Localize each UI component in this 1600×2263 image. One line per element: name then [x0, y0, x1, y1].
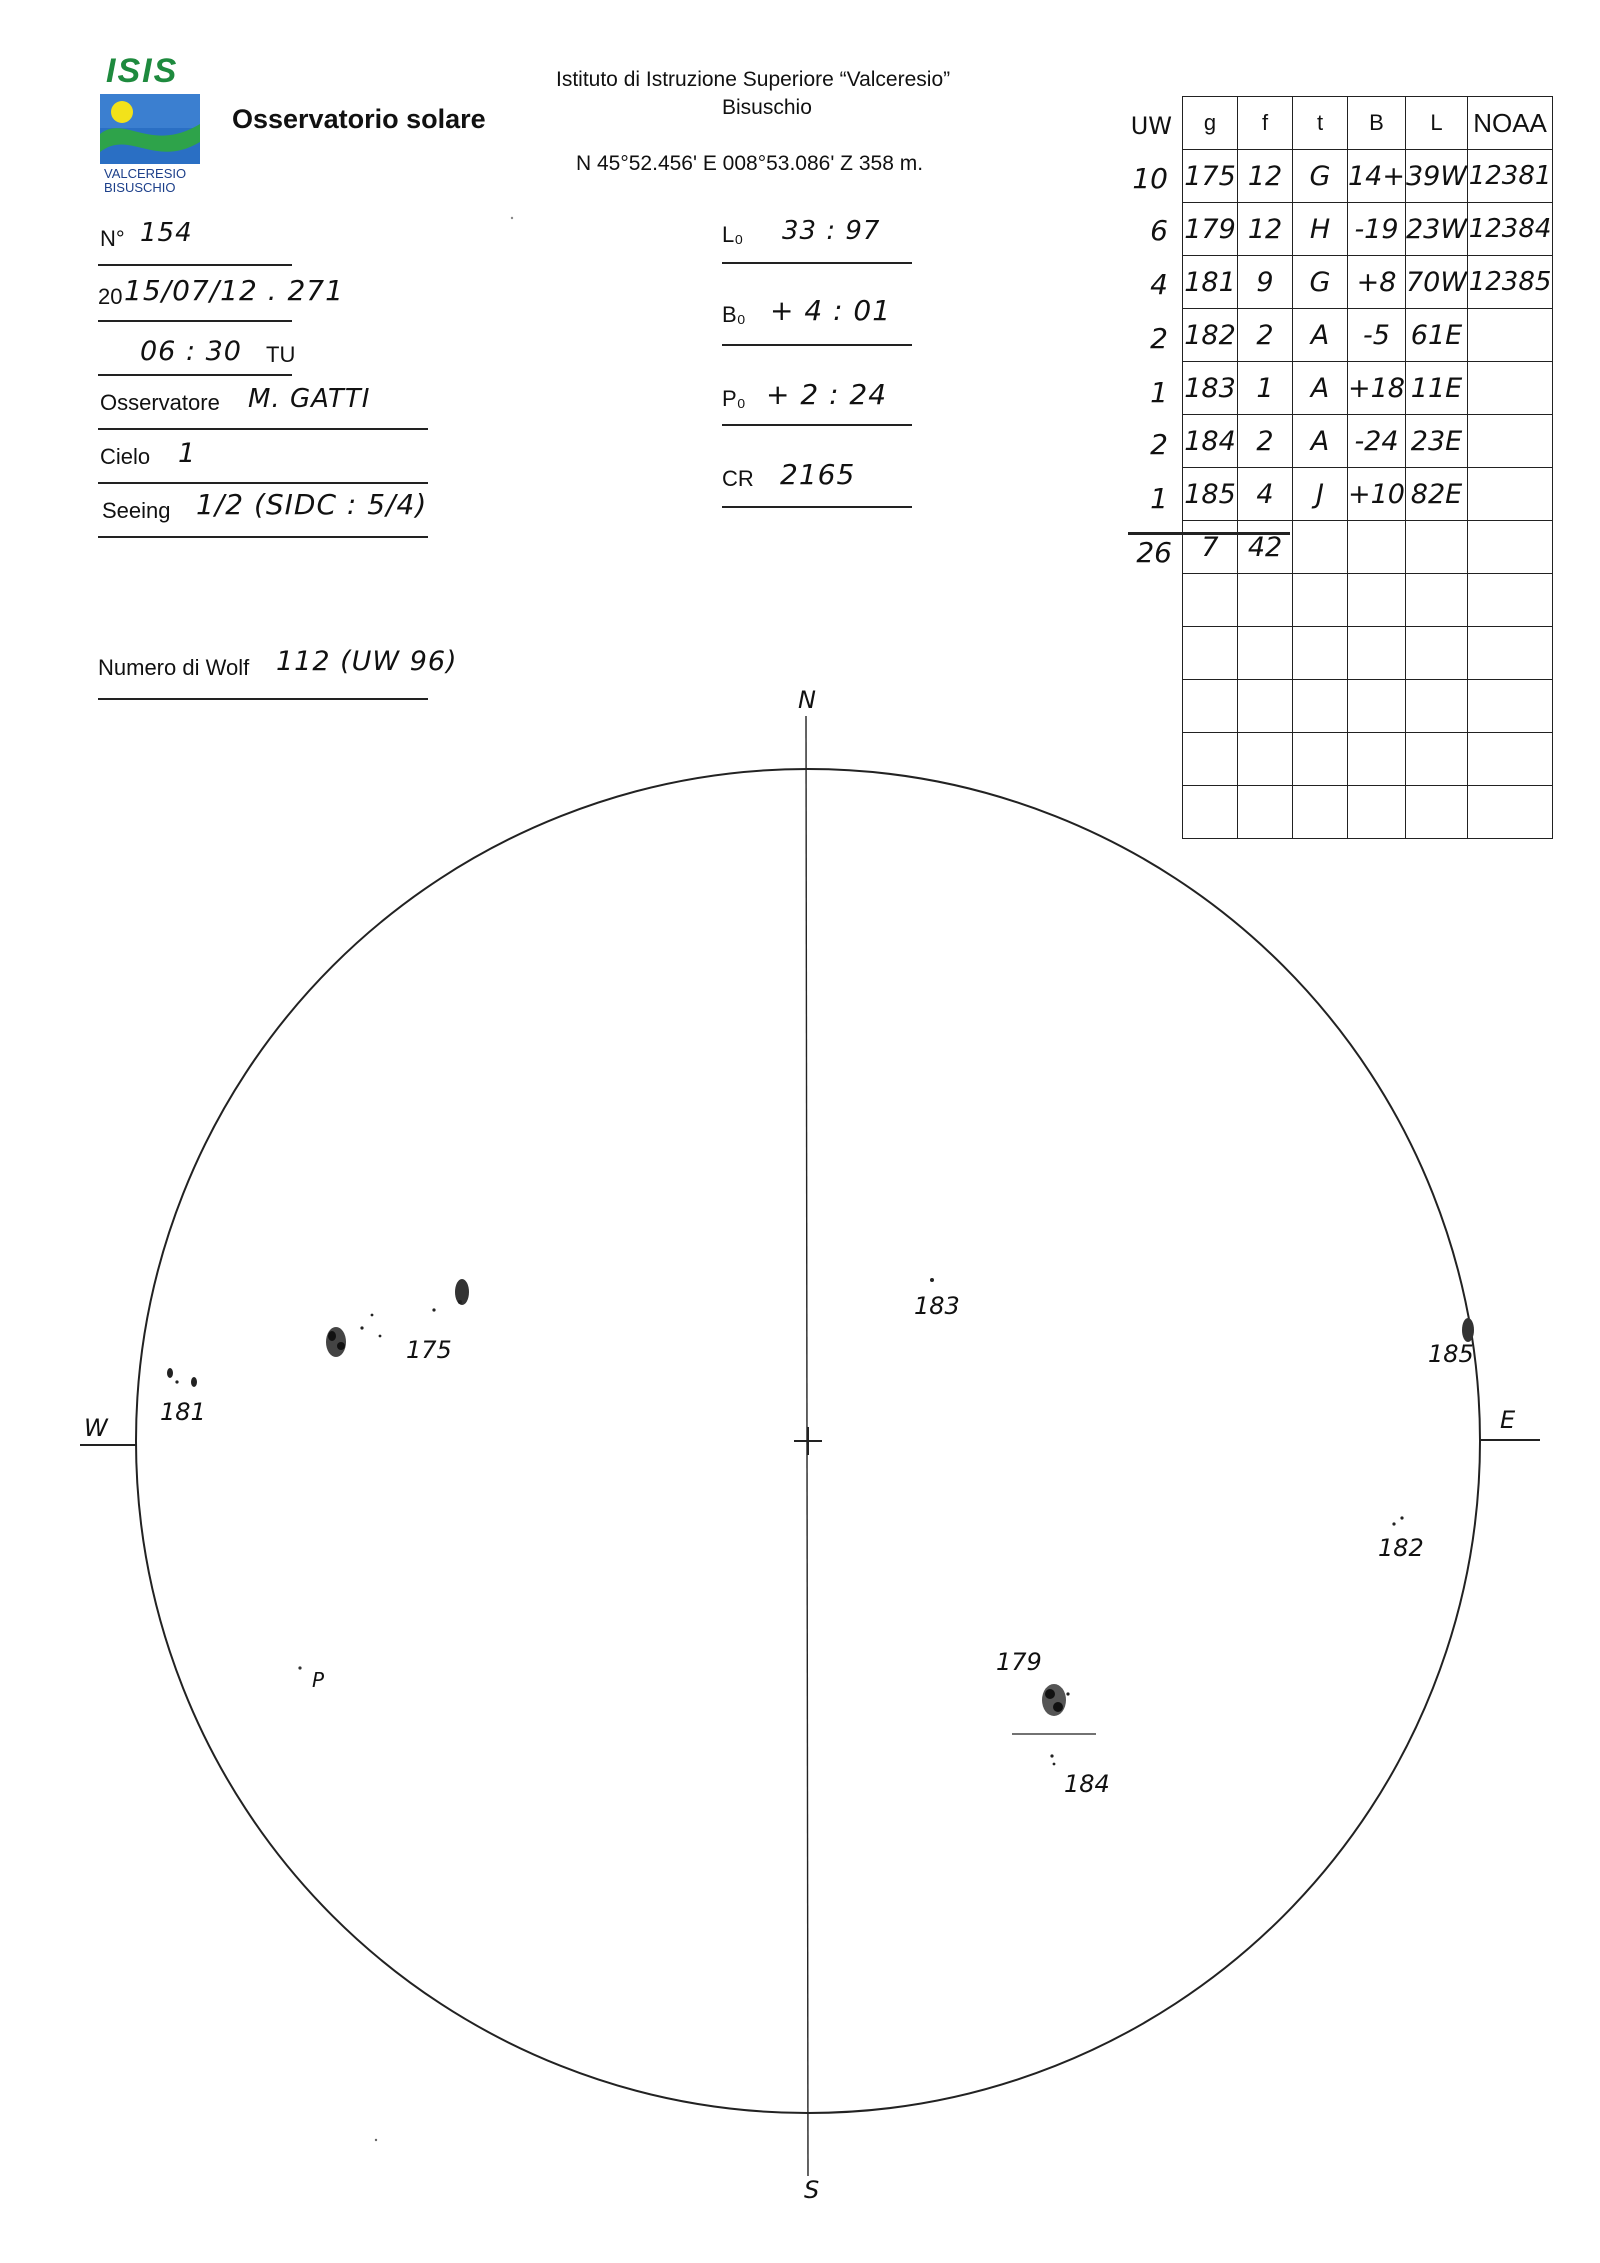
total-g: 7: [1183, 521, 1238, 574]
group-label-185: 185: [1428, 1340, 1474, 1368]
l0-label: L₀: [722, 222, 744, 247]
cell-b: -5: [1348, 309, 1406, 362]
cell-g: 179: [1183, 203, 1238, 256]
observatory-coordinates: N 45°52.456' E 008°53.086' Z 358 m.: [576, 152, 924, 175]
time-value: 06 : 30: [140, 336, 242, 367]
cell-b: -24: [1348, 415, 1406, 468]
number-label: N°: [100, 226, 125, 251]
facula-point-p: [298, 1666, 301, 1669]
cell-l: 82E: [1405, 468, 1467, 521]
col-header-t: t: [1293, 97, 1348, 150]
cell-f: 12: [1238, 150, 1293, 203]
cell-t: J: [1293, 468, 1348, 521]
date-value: 15/07/12 . 271: [124, 274, 344, 307]
institute-name: Istituto di Istruzione Superiore “Valceresio”: [556, 68, 951, 91]
cell-b: +18: [1348, 362, 1406, 415]
observer-value: M. GATTI: [248, 384, 371, 414]
cell-f: 9: [1238, 256, 1293, 309]
cell-g: 184: [1183, 415, 1238, 468]
group-label-183: 183: [914, 1292, 960, 1320]
uw-value: 10: [1132, 162, 1168, 195]
uw-value: 1: [1150, 482, 1168, 515]
sunspot-group-182: [1392, 1516, 1403, 1525]
uw-header: UW: [1130, 112, 1172, 140]
seeing-value: 1/2 (SIDC : 5/4): [196, 488, 428, 521]
cell-noaa: 12384: [1468, 203, 1553, 256]
col-header-g: g: [1183, 97, 1238, 150]
group-label-184: 184: [1064, 1770, 1110, 1798]
cell-l: 61E: [1405, 309, 1467, 362]
cell-t: G: [1293, 150, 1348, 203]
cell-t: A: [1293, 362, 1348, 415]
sunspot-group-181: [167, 1368, 197, 1387]
cell-l: 39W: [1405, 150, 1467, 203]
compass-east: E: [1500, 1406, 1516, 1434]
uw-value: 2: [1150, 428, 1168, 461]
cell-b: +10: [1348, 468, 1406, 521]
observer-label: Osservatore: [100, 390, 220, 415]
uw-total: 26: [1136, 536, 1172, 569]
cell-noaa: 12385: [1468, 256, 1553, 309]
b0-label: B₀: [722, 302, 746, 327]
cr-label: CR: [722, 466, 754, 491]
b0-value: + 4 : 01: [770, 294, 892, 327]
date-prefix: 20: [98, 284, 123, 309]
sky-label: Cielo: [100, 444, 151, 469]
total-f: 42: [1238, 521, 1293, 574]
cell-t: A: [1293, 415, 1348, 468]
group-label-175: 175: [406, 1336, 452, 1364]
col-header-l: L: [1405, 97, 1467, 150]
cell-g: 181: [1183, 256, 1238, 309]
col-header-f: f: [1238, 97, 1293, 150]
cell-l: 23W: [1405, 203, 1467, 256]
cell-b: +8: [1348, 256, 1406, 309]
sunspot-group-179: [1042, 1684, 1070, 1716]
sunspot-group-183: [930, 1278, 934, 1282]
l0-value: 33 : 97: [782, 216, 881, 246]
cell-f: 2: [1238, 309, 1293, 362]
logo-caption-1: VALCERESIO: [104, 166, 187, 181]
p0-value: + 2 : 24: [766, 378, 888, 411]
sky-value: 1: [178, 438, 197, 469]
cell-b: 14+: [1348, 150, 1406, 203]
cell-g: 182: [1183, 309, 1238, 362]
cell-l: 70W: [1405, 256, 1467, 309]
wolf-value: 112 (UW 96): [276, 646, 458, 677]
stray-dot: [511, 217, 513, 219]
cell-f: 12: [1238, 203, 1293, 256]
page-title: Osservatorio solare: [232, 104, 486, 134]
uw-value: 4: [1150, 268, 1168, 301]
cell-l: 23E: [1405, 415, 1467, 468]
compass-west: W: [84, 1414, 108, 1442]
cell-f: 1: [1238, 362, 1293, 415]
col-header-noaa: NOAA: [1468, 97, 1553, 150]
seeing-label: Seeing: [102, 498, 171, 523]
cell-f: 4: [1238, 468, 1293, 521]
uw-value: 2: [1150, 322, 1168, 355]
group-label-181: 181: [160, 1398, 206, 1426]
sunspot-group-185: [1462, 1318, 1474, 1342]
compass-south: S: [804, 2176, 820, 2204]
cell-t: H: [1293, 203, 1348, 256]
wolf-label: Numero di Wolf: [98, 655, 250, 680]
col-header-b: B: [1348, 97, 1406, 150]
time-unit: TU: [266, 342, 296, 367]
group-label-179: 179: [996, 1648, 1042, 1676]
cr-value: 2165: [780, 458, 856, 491]
group-label-182: 182: [1378, 1534, 1424, 1562]
cell-g: 183: [1183, 362, 1238, 415]
cell-g: 175: [1183, 150, 1238, 203]
cell-t: A: [1293, 309, 1348, 362]
cell-noaa: 12381: [1468, 150, 1553, 203]
point-label-p: P: [312, 1668, 325, 1692]
sunspot-group-184: [1050, 1754, 1055, 1765]
compass-north: N: [798, 686, 816, 714]
stray-dot: [375, 2139, 377, 2141]
number-value: 154: [140, 218, 193, 248]
cell-b: -19: [1348, 203, 1406, 256]
cell-g: 185: [1183, 468, 1238, 521]
uw-value: 6: [1150, 214, 1168, 247]
institute-town: Bisuschio: [722, 96, 812, 119]
logo-wordmark: ISIS: [106, 52, 179, 90]
uw-value: 1: [1150, 376, 1168, 409]
cell-l: 11E: [1405, 362, 1467, 415]
cell-f: 2: [1238, 415, 1293, 468]
logo-caption-2: BISUSCHIO: [104, 180, 176, 195]
p0-label: P₀: [722, 386, 746, 411]
cell-t: G: [1293, 256, 1348, 309]
